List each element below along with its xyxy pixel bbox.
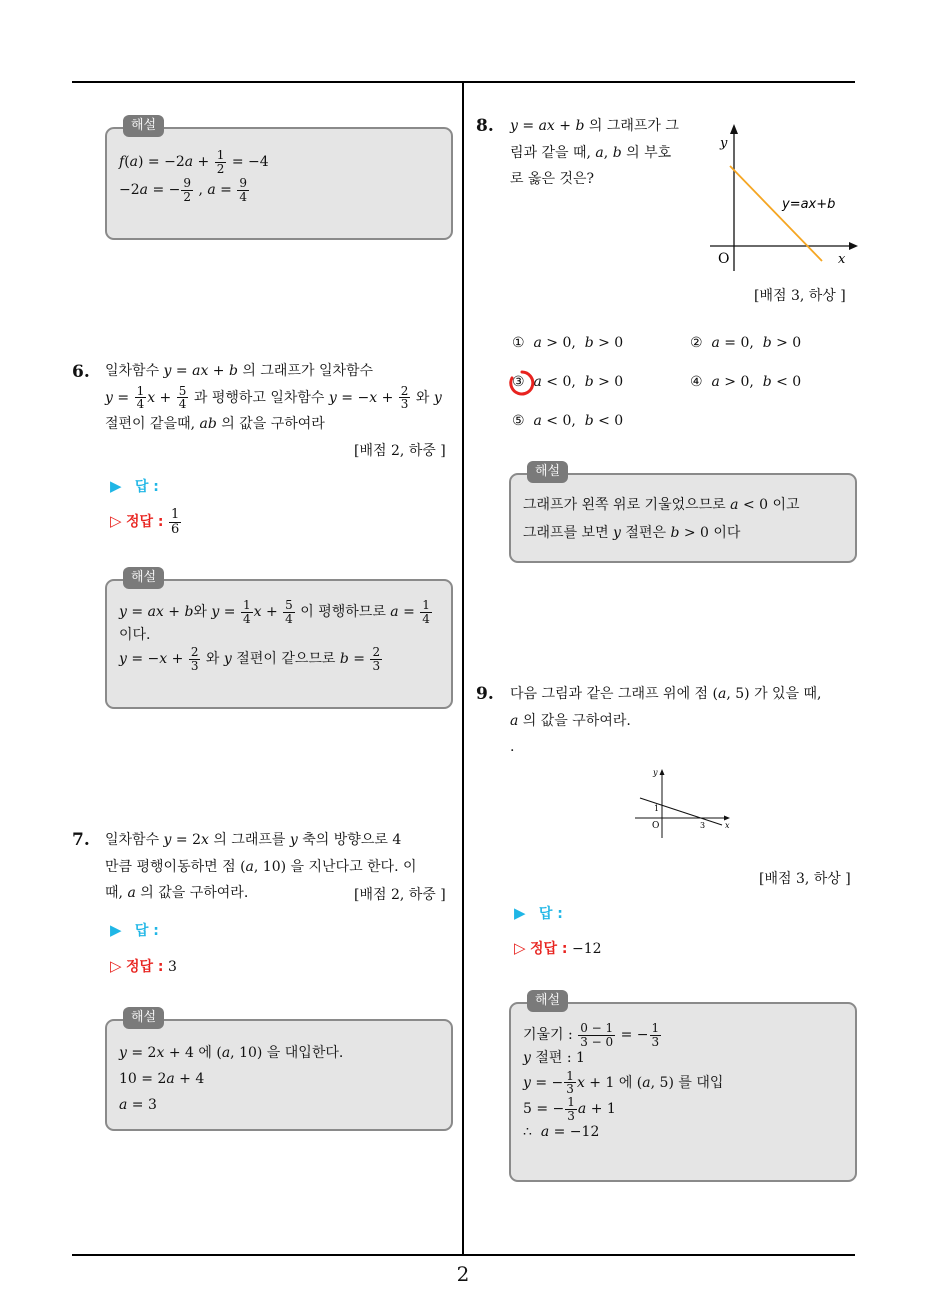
q8-choice-5[interactable]: ⑤ a < 0, b < 0 bbox=[512, 413, 624, 429]
q7-sol-line-3: a = 3 bbox=[119, 1096, 157, 1113]
page-number: 2 bbox=[456, 1262, 470, 1286]
answer-label: 답 : bbox=[538, 906, 563, 922]
q8-score: [배점 3, 하상 ] bbox=[754, 288, 846, 304]
q6-correct-row bbox=[110, 508, 182, 536]
q9-y-intercept-label: 1 bbox=[654, 804, 660, 813]
q6-sol-line-1: y = ax + b와 y = $\frac{1}{4}$ x + $\frac{5}{4}$ 이 평행하므로 a = $\frac{1}{4}$ bbox=[119, 598, 430, 626]
q9-question bbox=[510, 681, 860, 761]
q7-text-line-2: 만큼 평행이동하면 점 (a, 10) 을 지난다고 한다. 이 bbox=[105, 858, 417, 875]
q7-sol-line-1: y = 2x + 4 에 (a, 10) 을 대입한다. bbox=[119, 1045, 344, 1061]
outline-triangle-icon: ▷ bbox=[110, 512, 122, 531]
q9-number: 9. bbox=[476, 684, 494, 704]
outline-triangle-icon: ▷ bbox=[110, 957, 122, 975]
q9-correct-value: −12 bbox=[571, 941, 602, 957]
q8-choice-3[interactable]: ③ a < 0, b > 0 bbox=[512, 374, 624, 390]
q6-sol-line-2: 이다. bbox=[119, 627, 151, 644]
solution-tag: 해설 bbox=[123, 567, 164, 589]
q9-graph bbox=[630, 762, 740, 842]
q9-correct-row bbox=[514, 938, 602, 958]
q9-solution-box bbox=[509, 993, 857, 1182]
q8-number: 8. bbox=[476, 116, 494, 136]
q8-sol-line-2: 그래프를 보면 y 절편은 b > 0 이다 bbox=[523, 525, 741, 541]
filled-triangle-icon: ▶ bbox=[514, 904, 526, 922]
q7-text-line-1: 일차함수 y = 2x 의 그래프를 y 축의 방향으로 4 bbox=[105, 832, 402, 848]
solution-tag: 해설 bbox=[123, 115, 164, 137]
q9-text-line-1: 다음 그림과 같은 그래프 위에 점 (a, 5) 가 있을 때, bbox=[510, 686, 822, 702]
q8-text-line-1: y = ax + b 의 그래프가 그 bbox=[510, 118, 679, 134]
q5-sol-line-1: f(a) = −2a + $\frac{1}{2}$ = −4 bbox=[119, 148, 269, 176]
solution-tag: 해설 bbox=[527, 461, 568, 483]
q9-origin-label: O bbox=[652, 821, 660, 831]
correct-label: 정답 : bbox=[126, 959, 164, 975]
q7-correct-value: 3 bbox=[167, 959, 177, 975]
q6-score: [배점 2, 하중 ] bbox=[354, 443, 446, 459]
q7-text-line-3: 때, a 의 값을 구하여라. bbox=[105, 885, 249, 902]
answer-label: 답 : bbox=[134, 923, 159, 939]
q8-text-line-2: 림과 같을 때, a, b 의 부호 bbox=[510, 144, 672, 161]
q6-answer-row bbox=[110, 476, 159, 496]
q9-sol-line-2: y 절편 : 1 bbox=[523, 1050, 585, 1067]
q8-text-line-3: 로 옳은 것은? bbox=[510, 171, 595, 188]
q8-choice-1[interactable]: ① a > 0, b > 0 bbox=[512, 335, 624, 351]
solution-tag: 해설 bbox=[527, 990, 568, 1012]
q8-x-arrow bbox=[849, 242, 858, 250]
q8-origin-label: O bbox=[718, 251, 730, 267]
q8-choice-4[interactable]: ④ a > 0, b < 0 bbox=[690, 374, 802, 390]
correct-label: 정답 : bbox=[530, 941, 568, 957]
q9-text-line-3: . bbox=[510, 739, 515, 756]
q8-choice-2[interactable]: ② a = 0, b > 0 bbox=[690, 335, 802, 351]
q8-solution-box bbox=[509, 464, 857, 563]
column-divider bbox=[462, 82, 464, 1256]
q9-sol-line-3: y = − $\frac{1}{3}$ x + 1 에 (a, 5) 를 대입 bbox=[523, 1068, 724, 1097]
q5-sol-line-2: −2a = − $\frac{9}{2}$ , a = $\frac{9}{4}$ bbox=[119, 176, 248, 204]
q6-solution-box bbox=[105, 570, 453, 709]
q8-y-label: y bbox=[720, 136, 728, 151]
q6-correct-value: $\frac{1}{6}$ bbox=[170, 507, 180, 537]
correct-label: 정답 : bbox=[126, 514, 164, 531]
q9-text-line-2: a 의 값을 구하여라. bbox=[510, 712, 631, 729]
q9-score: [배점 3, 하상 ] bbox=[759, 871, 851, 887]
q7-score: [배점 2, 하중 ] bbox=[354, 887, 446, 903]
q8-graph-line bbox=[730, 166, 822, 261]
q8-graph bbox=[700, 115, 860, 275]
outline-triangle-icon: ▷ bbox=[514, 939, 526, 957]
q6-question bbox=[105, 358, 455, 437]
bottom-rule bbox=[72, 1254, 855, 1256]
q9-x-label: x bbox=[725, 821, 730, 830]
q9-sol-line-5: ∴ a = −12 bbox=[523, 1124, 600, 1141]
q8-question bbox=[510, 113, 700, 193]
q8-x-label: x bbox=[838, 252, 846, 267]
q9-y-label: y bbox=[653, 768, 658, 777]
q9-sol-line-1: 기울기 : $\frac{0 - 1}{3 - 0}$ = − $\frac{1}{3}$ bbox=[523, 1021, 660, 1049]
answer-circle-stroke bbox=[511, 372, 533, 394]
q9-x-arrow bbox=[724, 816, 730, 821]
q7-number: 7. bbox=[72, 830, 90, 850]
q5-solution-box bbox=[105, 118, 453, 240]
q6-text-line-2: y = $\frac{1}{4}$ x + $\frac{5}{4}$ 과 평행하고 일차함수 y = −x + $\frac{2}{3}$ 와 y bbox=[105, 383, 442, 412]
q6-number: 6. bbox=[72, 362, 90, 382]
filled-triangle-icon: ▶ bbox=[110, 921, 122, 939]
q8-line-label: y=ax+b bbox=[782, 197, 836, 212]
q9-sol-line-4: 5 = − $\frac{1}{3}$ a + 1 bbox=[523, 1095, 616, 1123]
q6-text-line-3: 절편이 같을때, ab 의 값을 구하여라 bbox=[105, 415, 325, 432]
q7-sol-line-2: 10 = 2a + 4 bbox=[119, 1070, 205, 1087]
q8-answer-mark-circle bbox=[508, 369, 536, 397]
filled-triangle-icon: ▶ bbox=[110, 477, 122, 495]
q8-sol-line-1: 그래프가 왼쪽 위로 기울었으므로 a < 0 이고 bbox=[523, 497, 800, 513]
answer-label: 답 : bbox=[134, 479, 159, 495]
q9-x-intercept-label: 3 bbox=[700, 821, 706, 830]
q8-y-arrow bbox=[730, 124, 738, 134]
q9-answer-row bbox=[514, 903, 563, 923]
solution-tag: 해설 bbox=[123, 1007, 164, 1029]
q7-correct-row bbox=[110, 956, 177, 976]
q6-sol-line-3: y = −x + $\frac{2}{3}$ 와 y 절편이 같으므로 b = $\frac{2}{3}$ bbox=[119, 645, 381, 673]
q6-text-line-1: 일차함수 y = ax + b 의 그래프가 일차함수 bbox=[105, 363, 374, 379]
q7-solution-box bbox=[105, 1010, 453, 1131]
q9-y-arrow bbox=[660, 769, 665, 775]
q7-answer-row bbox=[110, 920, 159, 940]
